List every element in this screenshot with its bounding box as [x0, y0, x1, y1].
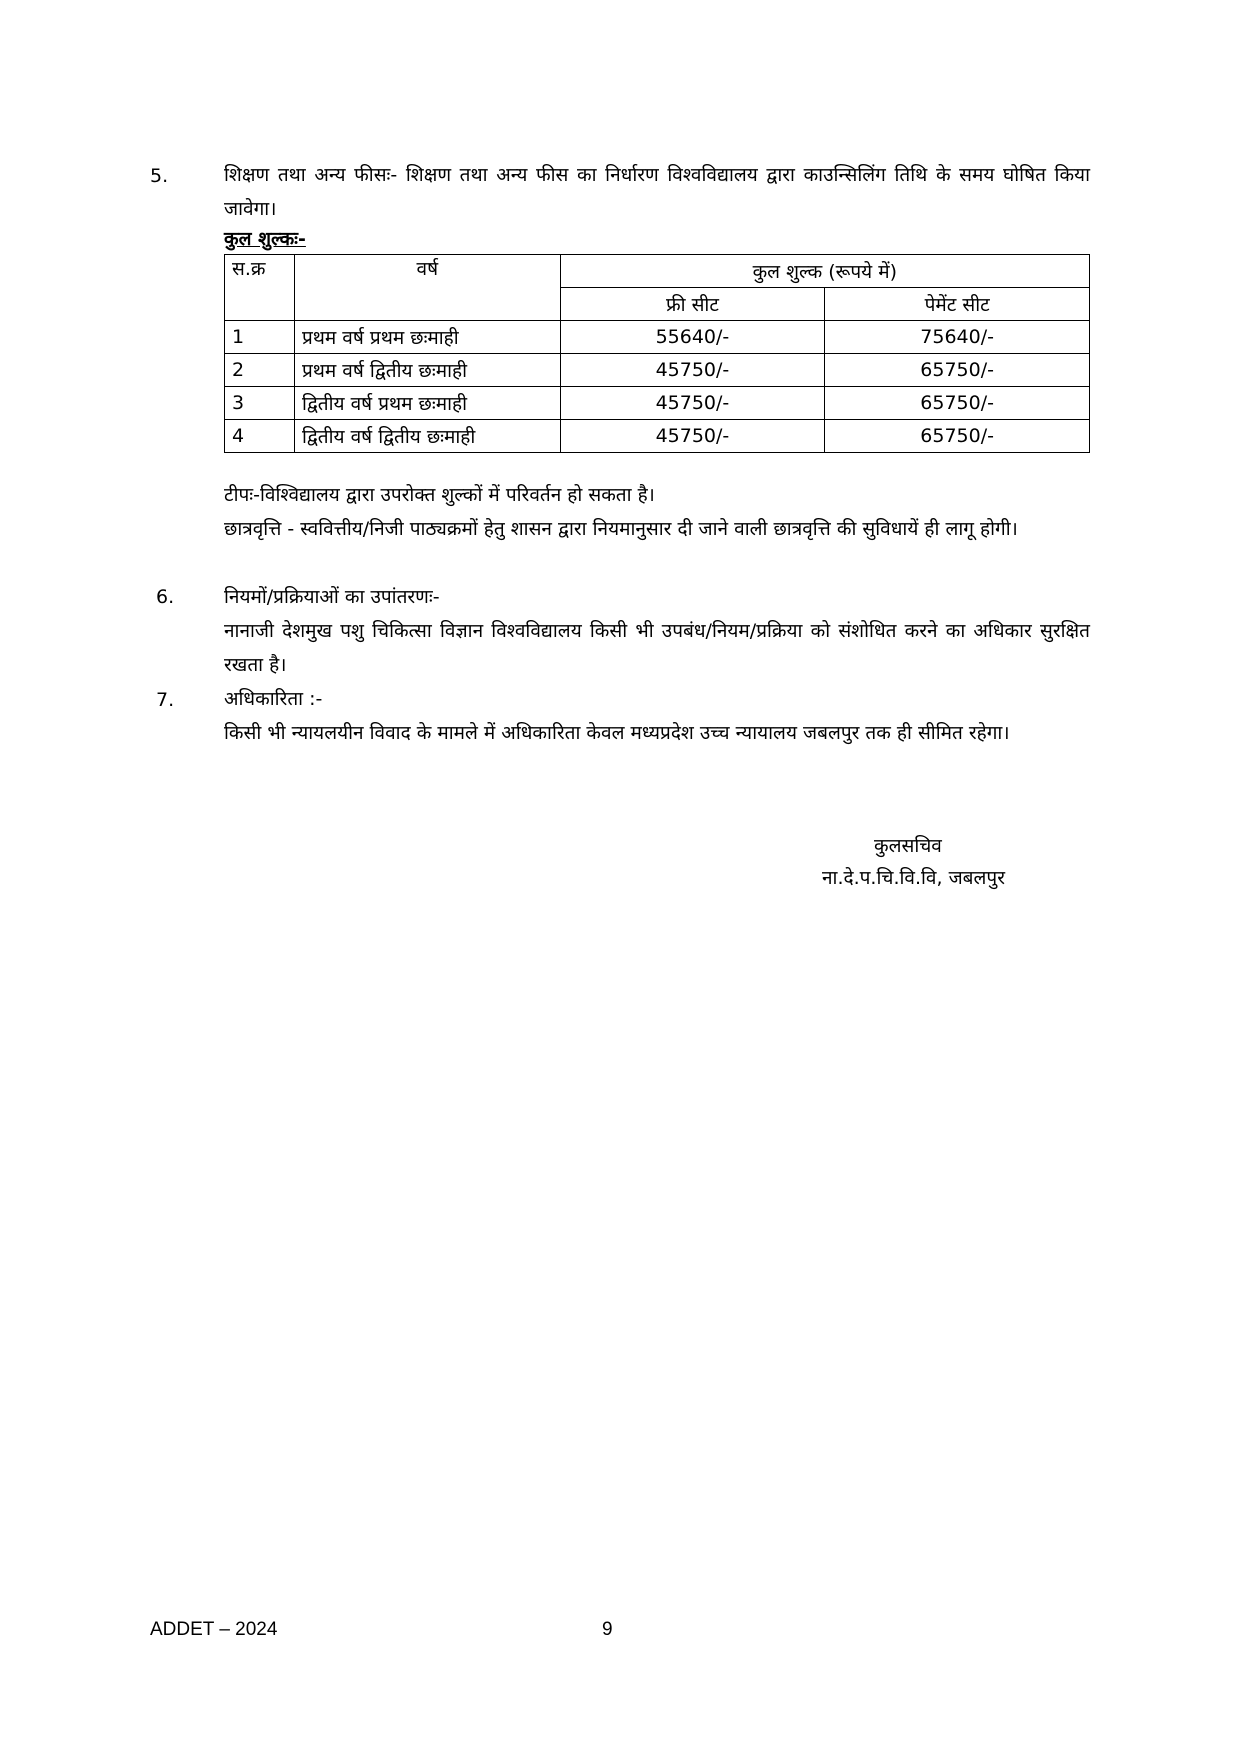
fee-change-note: टीपः-विश्विद्यालय द्वारा उपरोक्त शुल्कों में परिवर्तन हो सकता है। [224, 484, 655, 506]
row-payment: 65750/- [825, 420, 1090, 453]
col-sno-header: स.क्र [225, 255, 295, 321]
fee-table [224, 254, 1090, 453]
signature-title: कुलसचिव [874, 835, 942, 857]
section-5-text: शिक्षण तथा अन्य फीसः- शिक्षण तथा अन्य फीस का निर्धारण विश्वविद्यालय द्वारा काउन्सिलिंग तिथि के समय घोषित किया जावेगा। [224, 164, 1090, 220]
table-row [225, 321, 1090, 354]
row-year: द्वितीय वर्ष प्रथम छःमाही [294, 387, 560, 420]
section-7-number: 7. [156, 689, 175, 711]
row-year: प्रथम वर्ष प्रथम छःमाही [294, 321, 560, 354]
row-payment: 65750/- [825, 354, 1090, 387]
table-row [225, 420, 1090, 453]
row-sno: 3 [225, 387, 295, 420]
row-payment: 65750/- [825, 387, 1090, 420]
section-6-heading: नियमों/प्रक्रियाओं का उपांतरणः- [224, 586, 440, 608]
row-year: द्वितीय वर्ष द्वितीय छःमाही [294, 420, 560, 453]
page-number: 9 [602, 1619, 613, 1640]
section-6-number: 6. [156, 586, 175, 608]
signature-org: ना.दे.प.चि.वि.वि, जबलपुर [822, 867, 1005, 889]
row-year: प्रथम वर्ष द्वितीय छःमाही [294, 354, 560, 387]
section-6-text: नानाजी देशमुख पशु चिकित्सा विज्ञान विश्वविद्यालय किसी भी उपबंध/नियम/प्रक्रिया को संशोधित करने का अधिकार सुरक्षित रखता है। [224, 620, 1090, 676]
scholarship-note: छात्रवृत्ति - स्ववित्तीय/निजी पाठ्यक्रमों हेतु शासन द्वारा नियमानुसार दी जाने वाली छात्रवृत्ति की सुविधायें ही लागू होगी। [224, 518, 1018, 540]
row-sno: 1 [225, 321, 295, 354]
row-payment: 75640/- [825, 321, 1090, 354]
col-total-header: कुल शुल्क (रूपये में) [560, 255, 1089, 288]
section-5-number: 5. [150, 165, 169, 187]
table-row [225, 387, 1090, 420]
col-payment-header: पेमेंट सीट [825, 288, 1090, 321]
fee-heading: कुल शुल्कः- [224, 228, 306, 250]
row-free: 55640/- [560, 321, 825, 354]
row-free: 45750/- [560, 387, 825, 420]
col-free-header: फ्री सीट [560, 288, 825, 321]
section-7-text: किसी भी न्यायलयीन विवाद के मामले में अधिकारिता केवल मध्यप्रदेश उच्च न्यायालय जबलपुर तक ही सीमित रहेगा। [224, 722, 1010, 744]
row-sno: 4 [225, 420, 295, 453]
footer-exam-name: ADDET – 2024 [150, 1619, 278, 1640]
col-year-header: वर्ष [294, 255, 560, 321]
row-sno: 2 [225, 354, 295, 387]
table-row [225, 354, 1090, 387]
row-free: 45750/- [560, 354, 825, 387]
row-free: 45750/- [560, 420, 825, 453]
table-header-row [225, 255, 1090, 288]
section-7-heading: अधिकारिता :- [224, 688, 323, 710]
